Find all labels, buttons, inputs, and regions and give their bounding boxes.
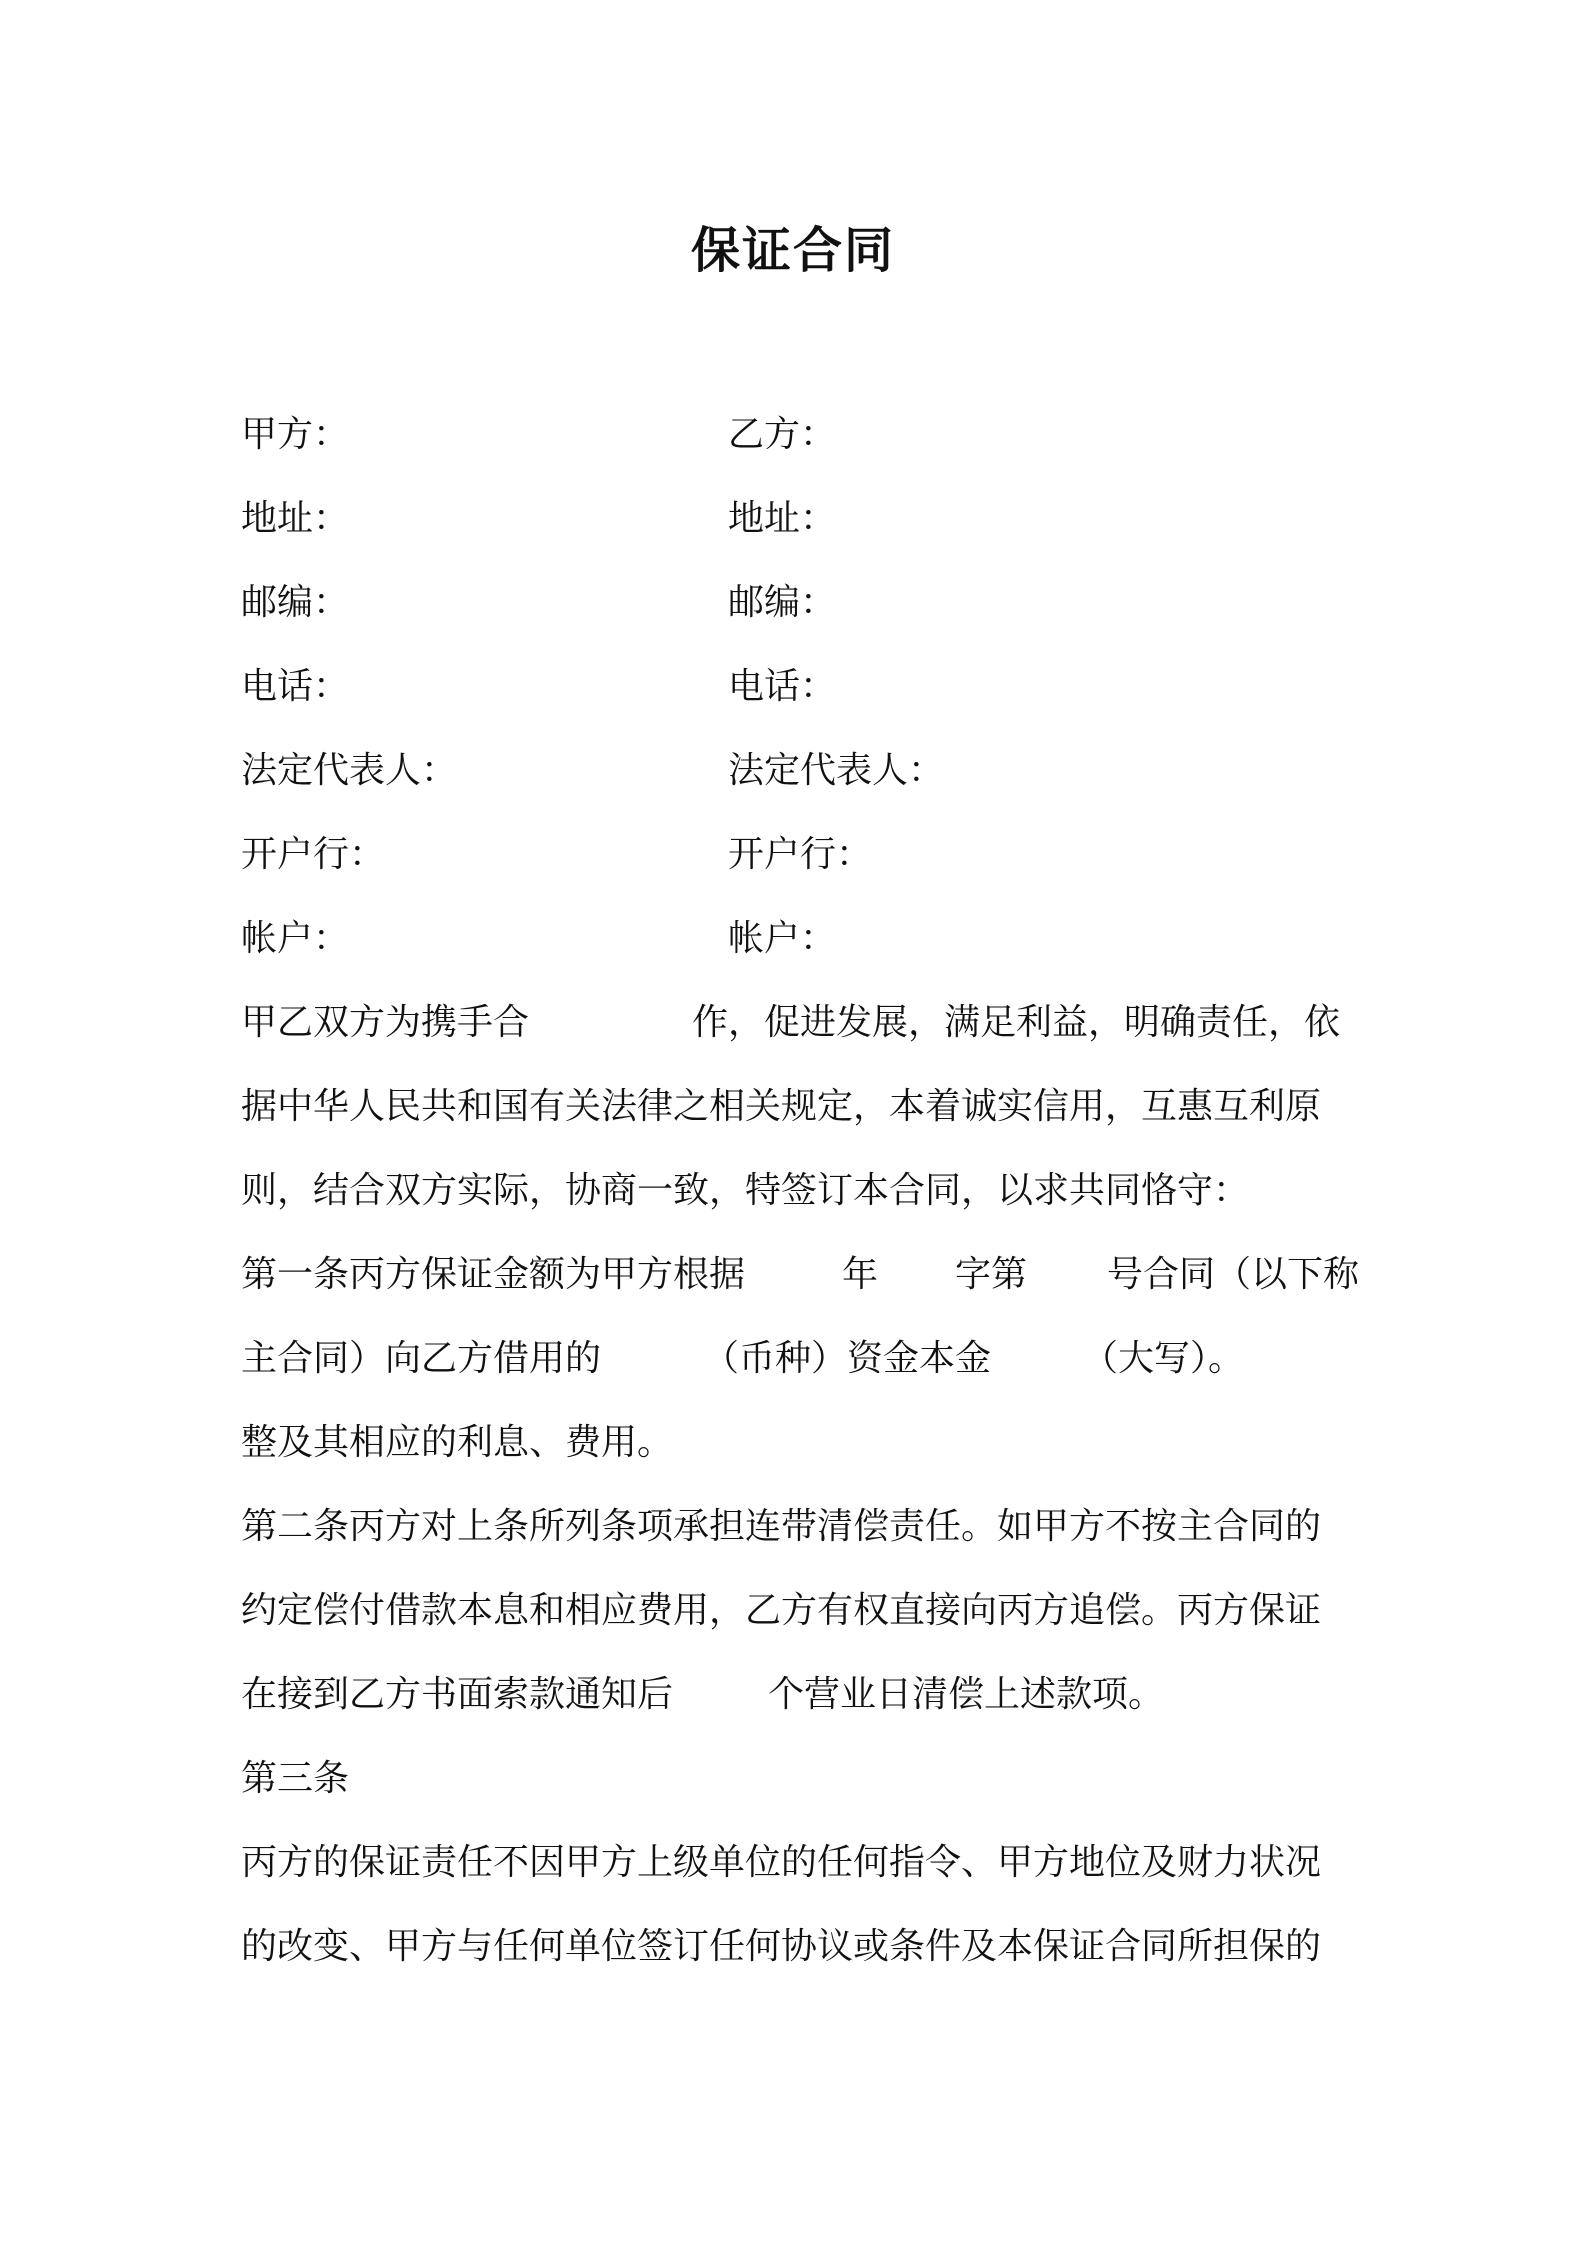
article-2-line-3-part-b: 个营业日清偿上述款项。	[768, 1674, 1165, 1715]
article-1-line-1-part-a: 第一条丙方保证金额为甲方根据	[241, 1254, 746, 1295]
document-title: 保证合同	[690, 222, 895, 279]
party-a-account-label: 帐户：	[241, 918, 350, 959]
party-b-legal-rep-label: 法定代表人：	[728, 750, 945, 791]
party-a-address-label: 地址：	[241, 498, 350, 539]
party-a-postcode-label: 邮编：	[241, 582, 350, 623]
party-b-postcode-label: 邮编：	[728, 582, 837, 623]
party-b-account-label: 帐户：	[728, 918, 837, 959]
article-1-line-2-part-b: （币种）资金本金	[703, 1338, 992, 1379]
article-2-line-1: 第二条丙方对上条所列条项承担连带清偿责任。如甲方不按主合同的	[241, 1506, 1322, 1547]
article-3-line-1: 丙方的保证责任不因甲方上级单位的任何指令、甲方地位及财力状况	[241, 1842, 1322, 1883]
article-1-line-3: 整及其相应的利息、费用。	[241, 1422, 674, 1463]
article-1-line-1-part-c: 字第	[955, 1254, 1028, 1295]
preamble-line-1-part-a: 甲乙双方为携手合	[241, 1002, 530, 1043]
article-1-line-2-part-c: （大写）。	[1082, 1338, 1245, 1379]
party-a-phone-label: 电话：	[241, 666, 350, 707]
party-b-bank-label: 开户行：	[728, 834, 873, 875]
preamble-line-1-part-b: 作，促进发展，满足利益，明确责任，依	[692, 1002, 1341, 1043]
party-b-name-label: 乙方：	[728, 414, 837, 455]
party-a-bank-label: 开户行：	[241, 834, 386, 875]
article-1-line-2-part-a: 主合同）向乙方借用的	[241, 1338, 602, 1379]
party-b-phone-label: 电话：	[728, 666, 837, 707]
preamble-line-2: 据中华人民共和国有关法律之相关规定，本着诚实信用，互惠互利原	[241, 1086, 1322, 1127]
preamble-line-3: 则，结合双方实际，协商一致，特签订本合同，以求共同恪守：	[241, 1170, 1250, 1211]
party-a-name-label: 甲方：	[241, 414, 350, 455]
article-1-line-1-part-d: 号合同（以下称	[1107, 1254, 1360, 1295]
article-2-line-2: 约定偿付借款本息和相应费用，乙方有权直接向丙方追偿。丙方保证	[241, 1590, 1322, 1631]
article-3-line-2: 的改变、甲方与任何单位签订任何协议或条件及本保证合同所担保的	[241, 1926, 1322, 1967]
article-2-line-3-part-a: 在接到乙方书面索款通知后	[241, 1674, 674, 1715]
party-a-legal-rep-label: 法定代表人：	[241, 750, 458, 791]
party-b-address-label: 地址：	[728, 498, 837, 539]
article-3-heading: 第三条	[241, 1758, 350, 1799]
article-1-line-1-part-b: 年	[842, 1254, 879, 1295]
